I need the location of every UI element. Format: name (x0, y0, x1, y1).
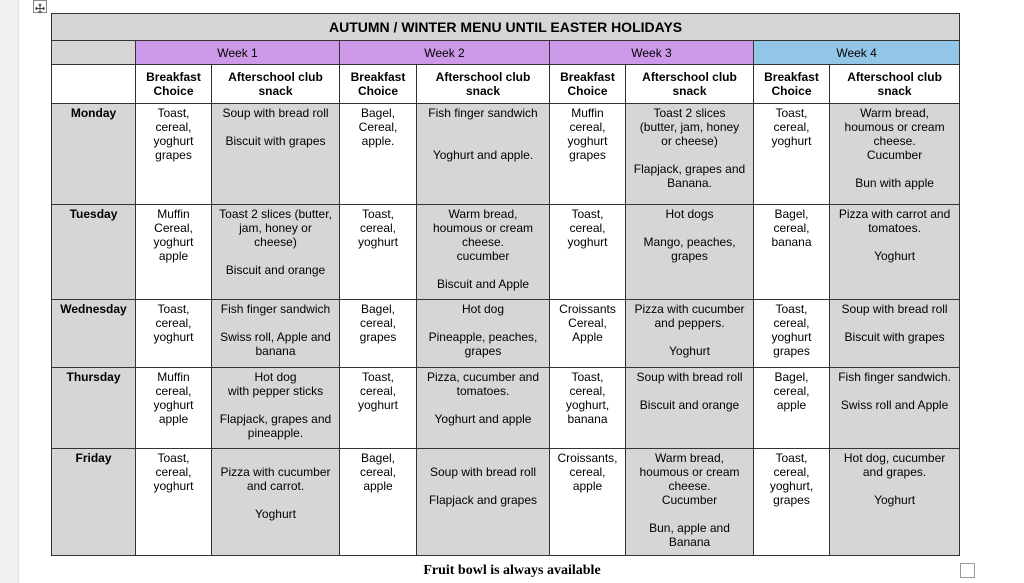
breakfast-cell: Toast, cereal, yoghurt (754, 104, 830, 205)
week-3-header: Week 3 (550, 41, 754, 65)
day-label: Monday (52, 104, 136, 205)
left-margin-strip (0, 0, 19, 583)
menu-table (51, 13, 960, 556)
snack-cell: Hot dog with pepper sticks Flapjack, grapes and pineapple. (212, 368, 340, 449)
breakfast-cell: Bagel, Cereal, apple. (340, 104, 417, 205)
breakfast-header: Breakfast Choice (340, 65, 417, 104)
snack-cell: Fish finger sandwich Yoghurt and apple. (417, 104, 550, 205)
week-2-header: Week 2 (340, 41, 550, 65)
snack-cell: Pizza with cucumber and peppers. Yoghurt (626, 300, 754, 368)
week-4-header: Week 4 (754, 41, 960, 65)
snack-cell: Toast 2 slices (butter, jam, honey or cheese) Biscuit and orange (212, 205, 340, 300)
snack-cell: Hot dog, cucumber and grapes. Yoghurt (830, 449, 960, 556)
breakfast-header: Breakfast Choice (754, 65, 830, 104)
day-label: Tuesday (52, 205, 136, 300)
snack-cell: Warm bread, houmous or cream cheese. Cucumber Bun with apple (830, 104, 960, 205)
snack-cell: Soup with bread roll Biscuit and orange (626, 368, 754, 449)
snack-cell: Toast 2 slices (butter, jam, honey or cheese) Flapjack, grapes and Banana. (626, 104, 754, 205)
snack-cell: Fish finger sandwich Swiss roll, Apple and banana (212, 300, 340, 368)
corner-cell (52, 41, 136, 65)
snack-cell: Hot dogs Mango, peaches, grapes (626, 205, 754, 300)
day-label: Friday (52, 449, 136, 556)
snack-header: Afterschool club snack (626, 65, 754, 104)
breakfast-cell: Toast, cereal, yoghurt, banana (550, 368, 626, 449)
snack-cell: Pizza with cucumber and carrot. Yoghurt (212, 449, 340, 556)
breakfast-cell: Toast, cereal, yoghurt, grapes (754, 449, 830, 556)
breakfast-cell: Croissants, cereal, apple (550, 449, 626, 556)
day-label: Wednesday (52, 300, 136, 368)
breakfast-cell: Bagel, cereal, banana (754, 205, 830, 300)
breakfast-header: Breakfast Choice (136, 65, 212, 104)
day-column-header (52, 65, 136, 104)
day-row-monday (52, 104, 960, 205)
breakfast-cell: Toast, cereal, yoghurt (136, 300, 212, 368)
snack-cell: Soup with bread roll Flapjack and grapes (417, 449, 550, 556)
day-row-wednesday (52, 300, 960, 368)
footer-note: Fruit bowl is always available (423, 563, 601, 578)
breakfast-cell: Muffin cereal, yoghurt apple (136, 368, 212, 449)
breakfast-cell: Toast, cereal, yoghurt grapes (136, 104, 212, 205)
menu-title: AUTUMN / WINTER MENU UNTIL EASTER HOLIDAYS (52, 14, 960, 41)
breakfast-cell: Bagel, cereal, grapes (340, 300, 417, 368)
breakfast-cell: Muffin Cereal, yoghurt apple (136, 205, 212, 300)
snack-cell: Pizza with carrot and tomatoes. Yoghurt (830, 205, 960, 300)
snack-cell: Soup with bread roll Biscuit with grapes (830, 300, 960, 368)
breakfast-cell: Toast, cereal, yoghurt (340, 368, 417, 449)
snack-header: Afterschool club snack (830, 65, 960, 104)
snack-header: Afterschool club snack (212, 65, 340, 104)
snack-cell: Warm bread, houmous or cream cheese. cucumber Biscuit and Apple (417, 205, 550, 300)
breakfast-cell: Toast, cereal, yoghurt (136, 449, 212, 556)
snack-cell: Warm bread, houmous or cream cheese. Cucumber Bun, apple and Banana (626, 449, 754, 556)
day-label: Thursday (52, 368, 136, 449)
table-move-handle-icon[interactable] (33, 0, 47, 13)
day-row-tuesday (52, 205, 960, 300)
snack-cell: Fish finger sandwich. Swiss roll and Apple (830, 368, 960, 449)
day-row-thursday (52, 368, 960, 449)
snack-cell: Hot dog Pineapple, peaches, grapes (417, 300, 550, 368)
breakfast-cell: Toast, cereal, yoghurt (550, 205, 626, 300)
breakfast-cell: Bagel, cereal, apple (340, 449, 417, 556)
breakfast-cell: Toast, cereal, yoghurt (340, 205, 417, 300)
breakfast-cell: Bagel, cereal, apple (754, 368, 830, 449)
breakfast-cell: Toast, cereal, yoghurt grapes (754, 300, 830, 368)
breakfast-header: Breakfast Choice (550, 65, 626, 104)
breakfast-cell: Croissants Cereal, Apple (550, 300, 626, 368)
table-resize-handle[interactable] (960, 563, 975, 578)
snack-cell: Pizza, cucumber and tomatoes. Yoghurt and apple (417, 368, 550, 449)
snack-header: Afterschool club snack (417, 65, 550, 104)
breakfast-cell: Muffin cereal, yoghurt grapes (550, 104, 626, 205)
week-1-header: Week 1 (136, 41, 340, 65)
day-row-friday (52, 449, 960, 556)
snack-cell: Soup with bread roll Biscuit with grapes (212, 104, 340, 205)
